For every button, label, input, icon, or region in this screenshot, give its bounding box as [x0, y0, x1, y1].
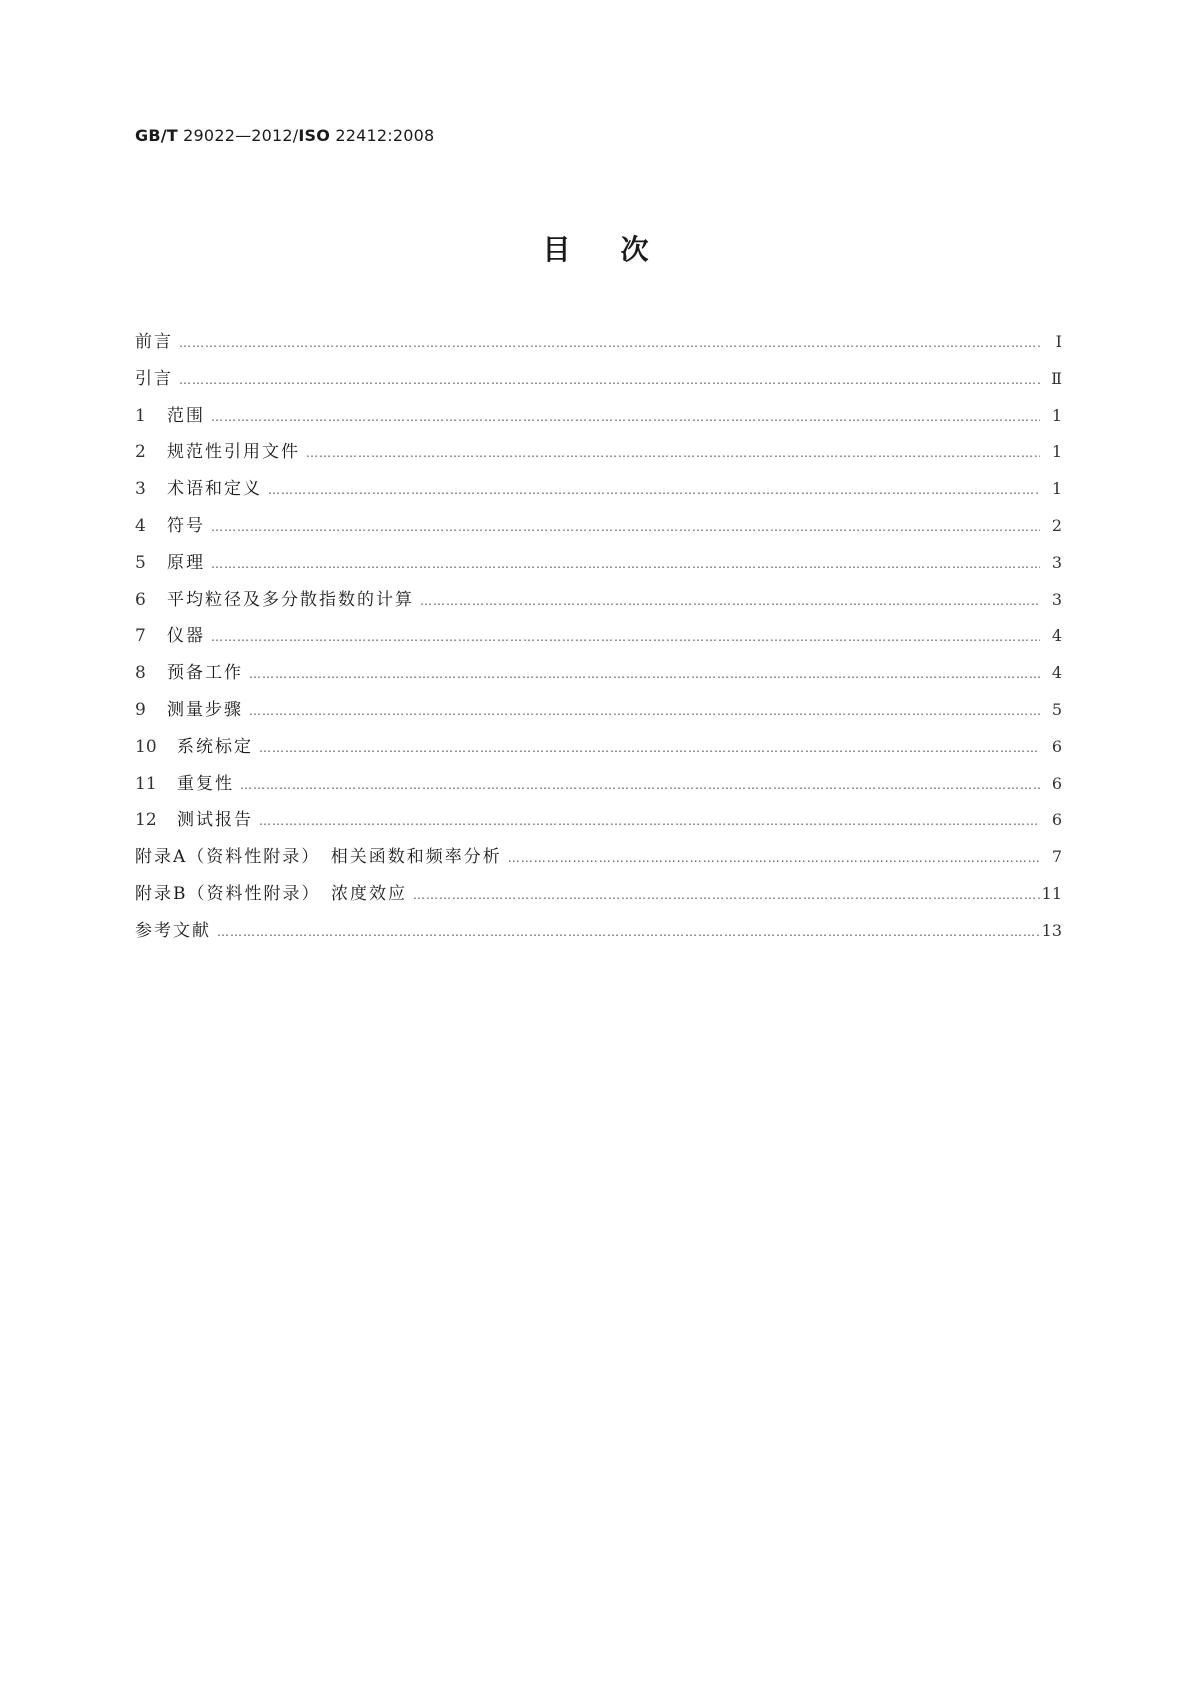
toc-dot-leader: [259, 815, 1040, 827]
toc-entry-page: 4: [1051, 626, 1062, 646]
toc-entry-label: 附录A（资料性附录） 相关函数和频率分析: [135, 847, 502, 868]
toc-entry-page: 6: [1051, 773, 1062, 793]
toc-entry-2[interactable]: [135, 437, 1062, 474]
standard-code-number: 29022—2012/: [177, 126, 299, 145]
toc-entry-number: 5: [135, 552, 146, 573]
toc-entry-page: 1: [1051, 479, 1062, 499]
toc-dot-leader: [306, 447, 1040, 459]
toc-dot-leader: [240, 779, 1040, 791]
toc-entry-number: 10: [135, 736, 157, 757]
toc-entry-introduction[interactable]: [135, 364, 1062, 401]
toc-entry-number: 8: [135, 663, 146, 684]
toc-entry-12[interactable]: [135, 805, 1062, 842]
toc-entry-number: 1: [135, 405, 146, 426]
document-header: [135, 126, 434, 145]
toc-dot-leader: [179, 337, 1040, 349]
toc-dot-leader: [179, 374, 1040, 386]
toc-entry-page: Ⅰ: [1055, 332, 1062, 351]
toc-entry-label: 术语和定义: [167, 479, 262, 500]
toc-entry-label: 参考文献: [135, 920, 211, 941]
toc-entry-label: 仪器: [167, 626, 205, 647]
toc-entry-page: 4: [1051, 663, 1062, 683]
toc-entry-3[interactable]: [135, 474, 1062, 511]
toc-entry-number: 9: [135, 699, 146, 720]
toc-entry-6[interactable]: [135, 585, 1062, 622]
toc-dot-leader: [211, 631, 1040, 643]
toc-entry-label: 测量步骤: [167, 699, 243, 720]
table-of-contents: [135, 327, 1062, 953]
toc-entry-bibliography[interactable]: [135, 916, 1062, 953]
toc-entry-number: 12: [135, 810, 157, 831]
toc-dot-leader: [217, 926, 1040, 938]
toc-entry-number: 11: [135, 773, 157, 794]
toc-entry-number: 2: [135, 442, 146, 463]
toc-entry-page: 6: [1051, 810, 1062, 830]
toc-entry-label: 平均粒径及多分散指数的计算: [167, 589, 414, 610]
standard-code-prefix: GB/T: [135, 126, 178, 145]
toc-entry-label: 规范性引用文件: [167, 442, 300, 463]
toc-entry-number: 6: [135, 589, 146, 610]
toc-entry-10[interactable]: [135, 732, 1062, 769]
iso-code-prefix: ISO: [298, 126, 331, 145]
toc-entry-label: 系统标定: [177, 736, 253, 757]
toc-entry-page: 13: [1041, 920, 1062, 940]
toc-entry-number: 3: [135, 479, 146, 500]
toc-entry-number: 7: [135, 626, 146, 647]
toc-entry-page: 5: [1051, 699, 1062, 719]
toc-dot-leader: [211, 521, 1040, 533]
toc-entry-label: 前言: [135, 332, 173, 352]
toc-entry-label: 重复性: [177, 773, 234, 794]
toc-entry-label: 测试报告: [177, 810, 253, 831]
toc-dot-leader: [268, 484, 1040, 496]
toc-entry-1[interactable]: [135, 401, 1062, 438]
toc-entry-page: 11: [1041, 883, 1062, 903]
toc-dot-leader: [211, 558, 1040, 570]
toc-entry-page: 3: [1051, 589, 1062, 609]
toc-dot-leader: [420, 595, 1040, 607]
toc-dot-leader: [249, 668, 1040, 680]
toc-entry-page: 1: [1051, 405, 1062, 425]
toc-entry-label: 附录B（资料性附录） 浓度效应: [135, 883, 407, 904]
toc-entry-number: 4: [135, 515, 146, 536]
toc-entry-4[interactable]: [135, 511, 1062, 548]
toc-entry-label: 引言: [135, 368, 173, 389]
toc-entry-9[interactable]: [135, 695, 1062, 732]
toc-entry-7[interactable]: [135, 621, 1062, 658]
toc-entry-page: 7: [1051, 847, 1062, 867]
toc-entry-page: Ⅱ: [1051, 368, 1062, 388]
toc-entry-11[interactable]: [135, 769, 1062, 806]
toc-entry-page: 6: [1051, 736, 1062, 756]
toc-entry-page: 2: [1051, 515, 1062, 535]
toc-entry-foreword[interactable]: [135, 327, 1062, 364]
toc-dot-leader: [508, 852, 1040, 864]
toc-entry-page: 3: [1051, 552, 1062, 572]
toc-dot-leader: [413, 889, 1040, 901]
toc-entry-label: 范围: [167, 405, 205, 426]
toc-dot-leader: [259, 742, 1040, 754]
iso-code-number: 22412:2008: [330, 126, 435, 145]
toc-dot-leader: [211, 411, 1040, 423]
toc-entry-label: 原理: [167, 552, 205, 573]
toc-entry-annex-b[interactable]: [135, 879, 1062, 916]
toc-entry-8[interactable]: [135, 658, 1062, 695]
toc-entry-page: 1: [1051, 442, 1062, 462]
toc-entry-annex-a[interactable]: [135, 842, 1062, 879]
toc-entry-5[interactable]: [135, 548, 1062, 585]
toc-dot-leader: [249, 705, 1040, 717]
toc-entry-label: 预备工作: [167, 663, 243, 684]
toc-entry-label: 符号: [167, 515, 205, 536]
page-title: 目次: [542, 233, 699, 266]
